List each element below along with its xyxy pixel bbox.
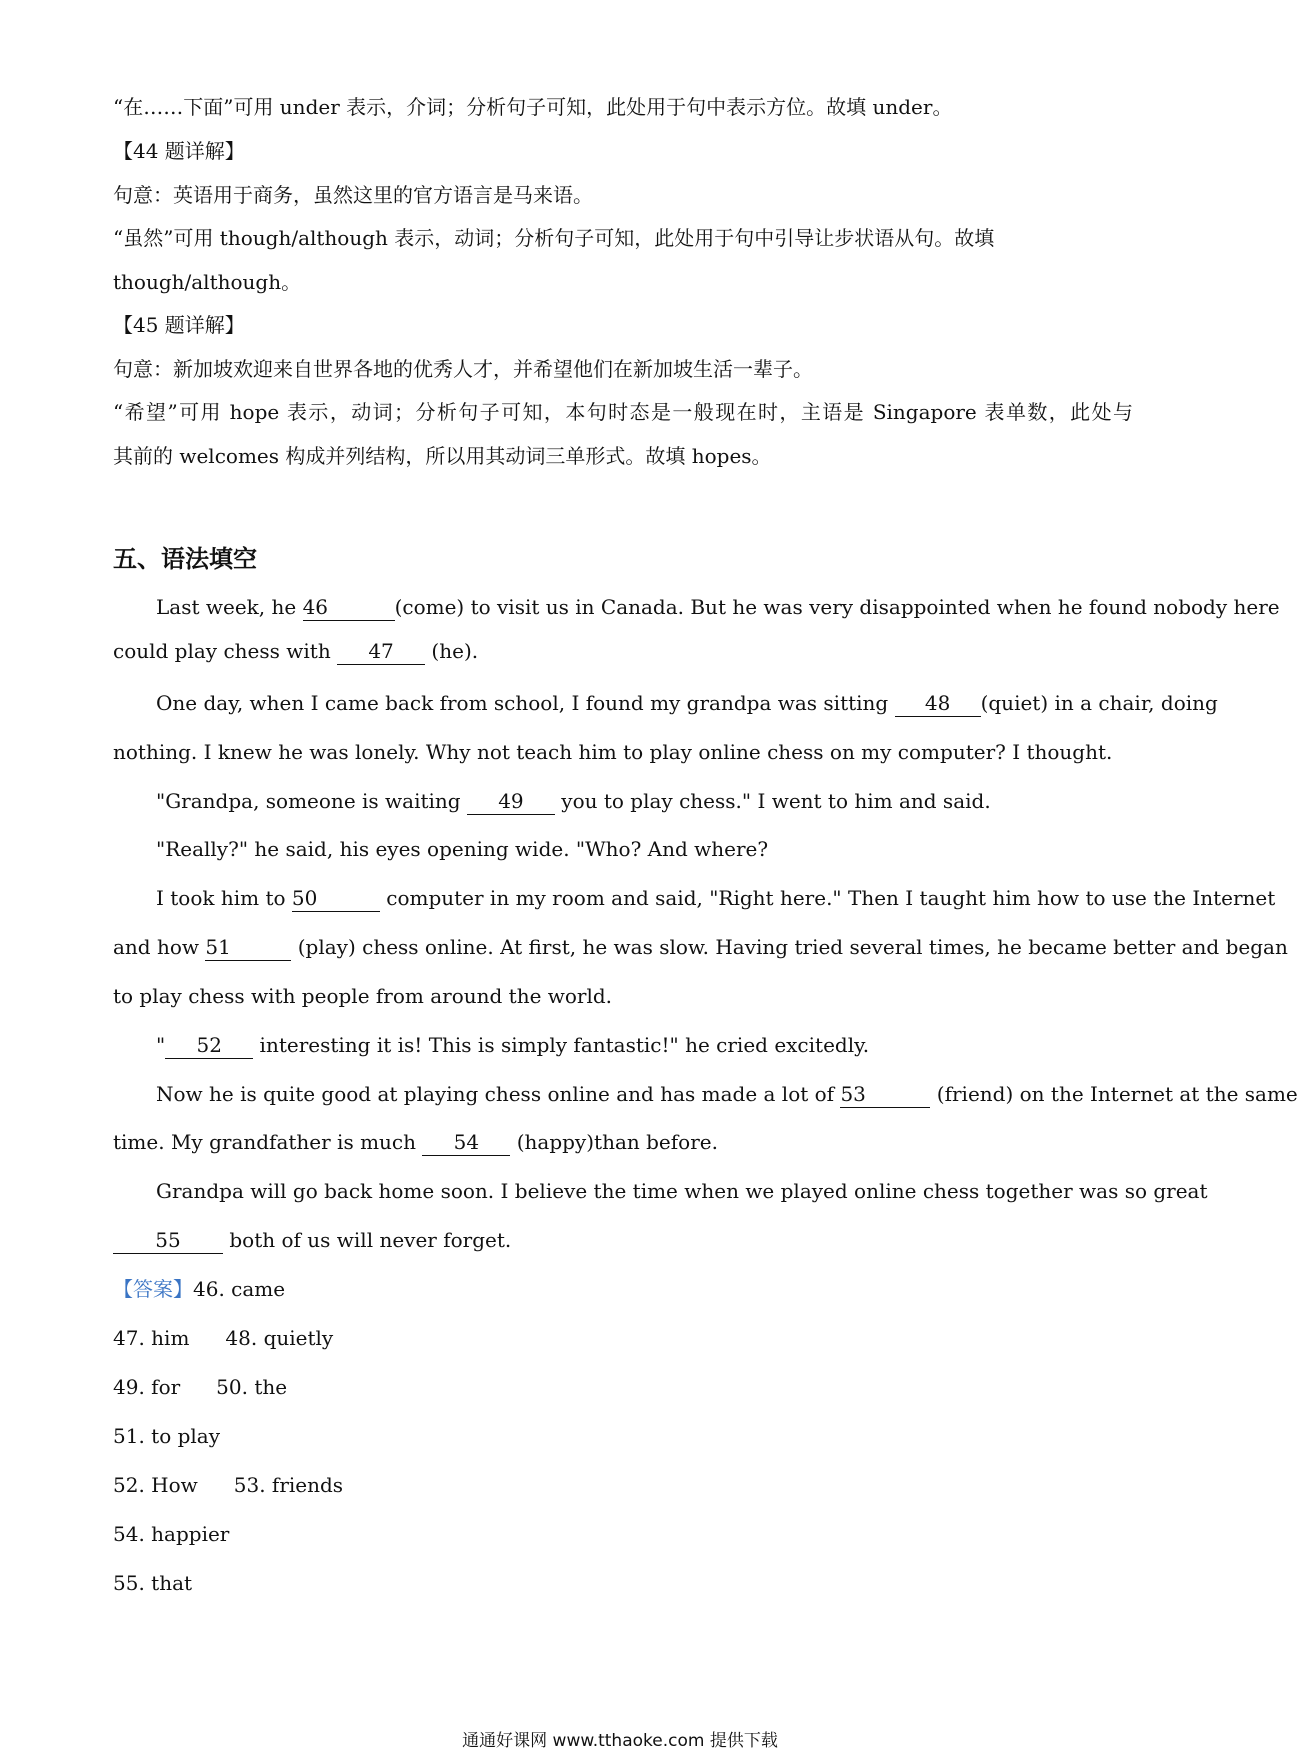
blank-47: 47 (337, 638, 425, 665)
section-title: 五、语法填空 (113, 545, 257, 573)
q44-title: 【44 题详解】 (113, 139, 245, 163)
passage-line: Grandpa will go back home soon. I believe the time when we played online chess together was so great (156, 1179, 1208, 1203)
passage-line: "Really?" he said, his eyes opening wide. "Who? And where? (156, 837, 769, 861)
passage-line: 55 both of us will never forget. (113, 1220, 1133, 1260)
blank-52: 52 (165, 1032, 253, 1059)
answer-52: 52. How (113, 1473, 198, 1497)
passage-line: I took him to 50 computer in my room and said, "Right here." Then I taught him how to use the Internet (156, 886, 1276, 910)
answer-line (113, 1465, 1133, 1505)
blank-53: 53 (840, 1081, 930, 1108)
answer-48: 48. quietly (225, 1326, 334, 1350)
q44-analysis-line1: “虽然”可用 though/although 表示，动词；分析句子可知，此处用于句中引导让步状语从句。故填 (113, 226, 995, 250)
answer-47: 47. him (113, 1326, 190, 1350)
answer-51: 51. to play (113, 1424, 221, 1448)
passage-line: to play chess with people from around the world. (113, 984, 613, 1008)
answer-line (113, 1563, 1133, 1603)
passage-line: Last week, he 46 (come) to visit us in Canada. But he was very disappointed when he found nobody here (156, 595, 1280, 619)
blank-54: 54 (422, 1129, 510, 1156)
blank-51: 51 (205, 934, 291, 961)
answer-53: 53. friends (233, 1473, 344, 1497)
passage-line: "Grandpa, someone is waiting 49 you to play chess." I went to him and said. (156, 789, 991, 813)
blank-49: 49 (467, 788, 555, 815)
passage-line: One day, when I came back from school, I found my grandpa was sitting 48 (quiet) in a chair, doing (156, 691, 1218, 715)
explanation-under: “在……下面”可用 under 表示，介词；分析句子可知，此处用于句中表示方位。故填 under。 (113, 95, 953, 119)
passage-line: could play chess with 47 (he). (113, 639, 479, 663)
answer-line (113, 1318, 1133, 1358)
passage-line: " 52 interesting it is! This is simply fantastic!" he cried excitedly. (156, 1033, 870, 1057)
q45-analysis-line1: “希望”可用 hope 表示，动词；分析句子可知，本句时态是一般现在时，主语是 Singapore 表单数，此处与 (113, 400, 1133, 424)
q45-title: 【45 题详解】 (113, 313, 245, 337)
answer-line (113, 1367, 1133, 1407)
blank-46: 46 (303, 594, 395, 621)
answer-50: 50. the (216, 1375, 288, 1399)
answer-label: 【答案】 (113, 1277, 193, 1301)
passage-line: nothing. I knew he was lonely. Why not teach him to play online chess on my computer? I thought. (113, 740, 1113, 764)
answer-49: 49. for (113, 1375, 181, 1399)
q44-analysis-line2: though/although。 (113, 270, 302, 294)
blank-55: 55 (113, 1227, 223, 1254)
blank-48: 48 (895, 690, 981, 717)
q44-meaning: 句意：英语用于商务，虽然这里的官方语言是马来语。 (113, 183, 593, 207)
answer-55: 55. that (113, 1571, 193, 1595)
passage-line: and how 51 (play) chess online. At first, he was slow. Having tried several times, he became better and began (113, 935, 1288, 959)
answer-line (113, 1416, 1133, 1456)
answer-line (113, 1514, 1133, 1554)
blank-50: 50 (292, 885, 380, 912)
answer-46: 46. came (193, 1277, 286, 1301)
q45-meaning: 句意：新加坡欢迎来自世界各地的优秀人才，并希望他们在新加坡生活一辈子。 (113, 357, 813, 381)
q45-analysis-line2: 其前的 welcomes 构成并列结构，所以用其动词三单形式。故填 hopes。 (113, 444, 772, 468)
footer-text: 通通好课网 www.tthaoke.com 提供下载 (462, 1731, 778, 1751)
answer-54: 54. happier (113, 1522, 230, 1546)
passage-line: Now he is quite good at playing chess online and has made a lot of 53 (friend) on the Internet at the same (156, 1082, 1298, 1106)
passage-line: time. My grandfather is much 54 (happy)than before. (113, 1130, 718, 1154)
answer-line (113, 1269, 1133, 1309)
